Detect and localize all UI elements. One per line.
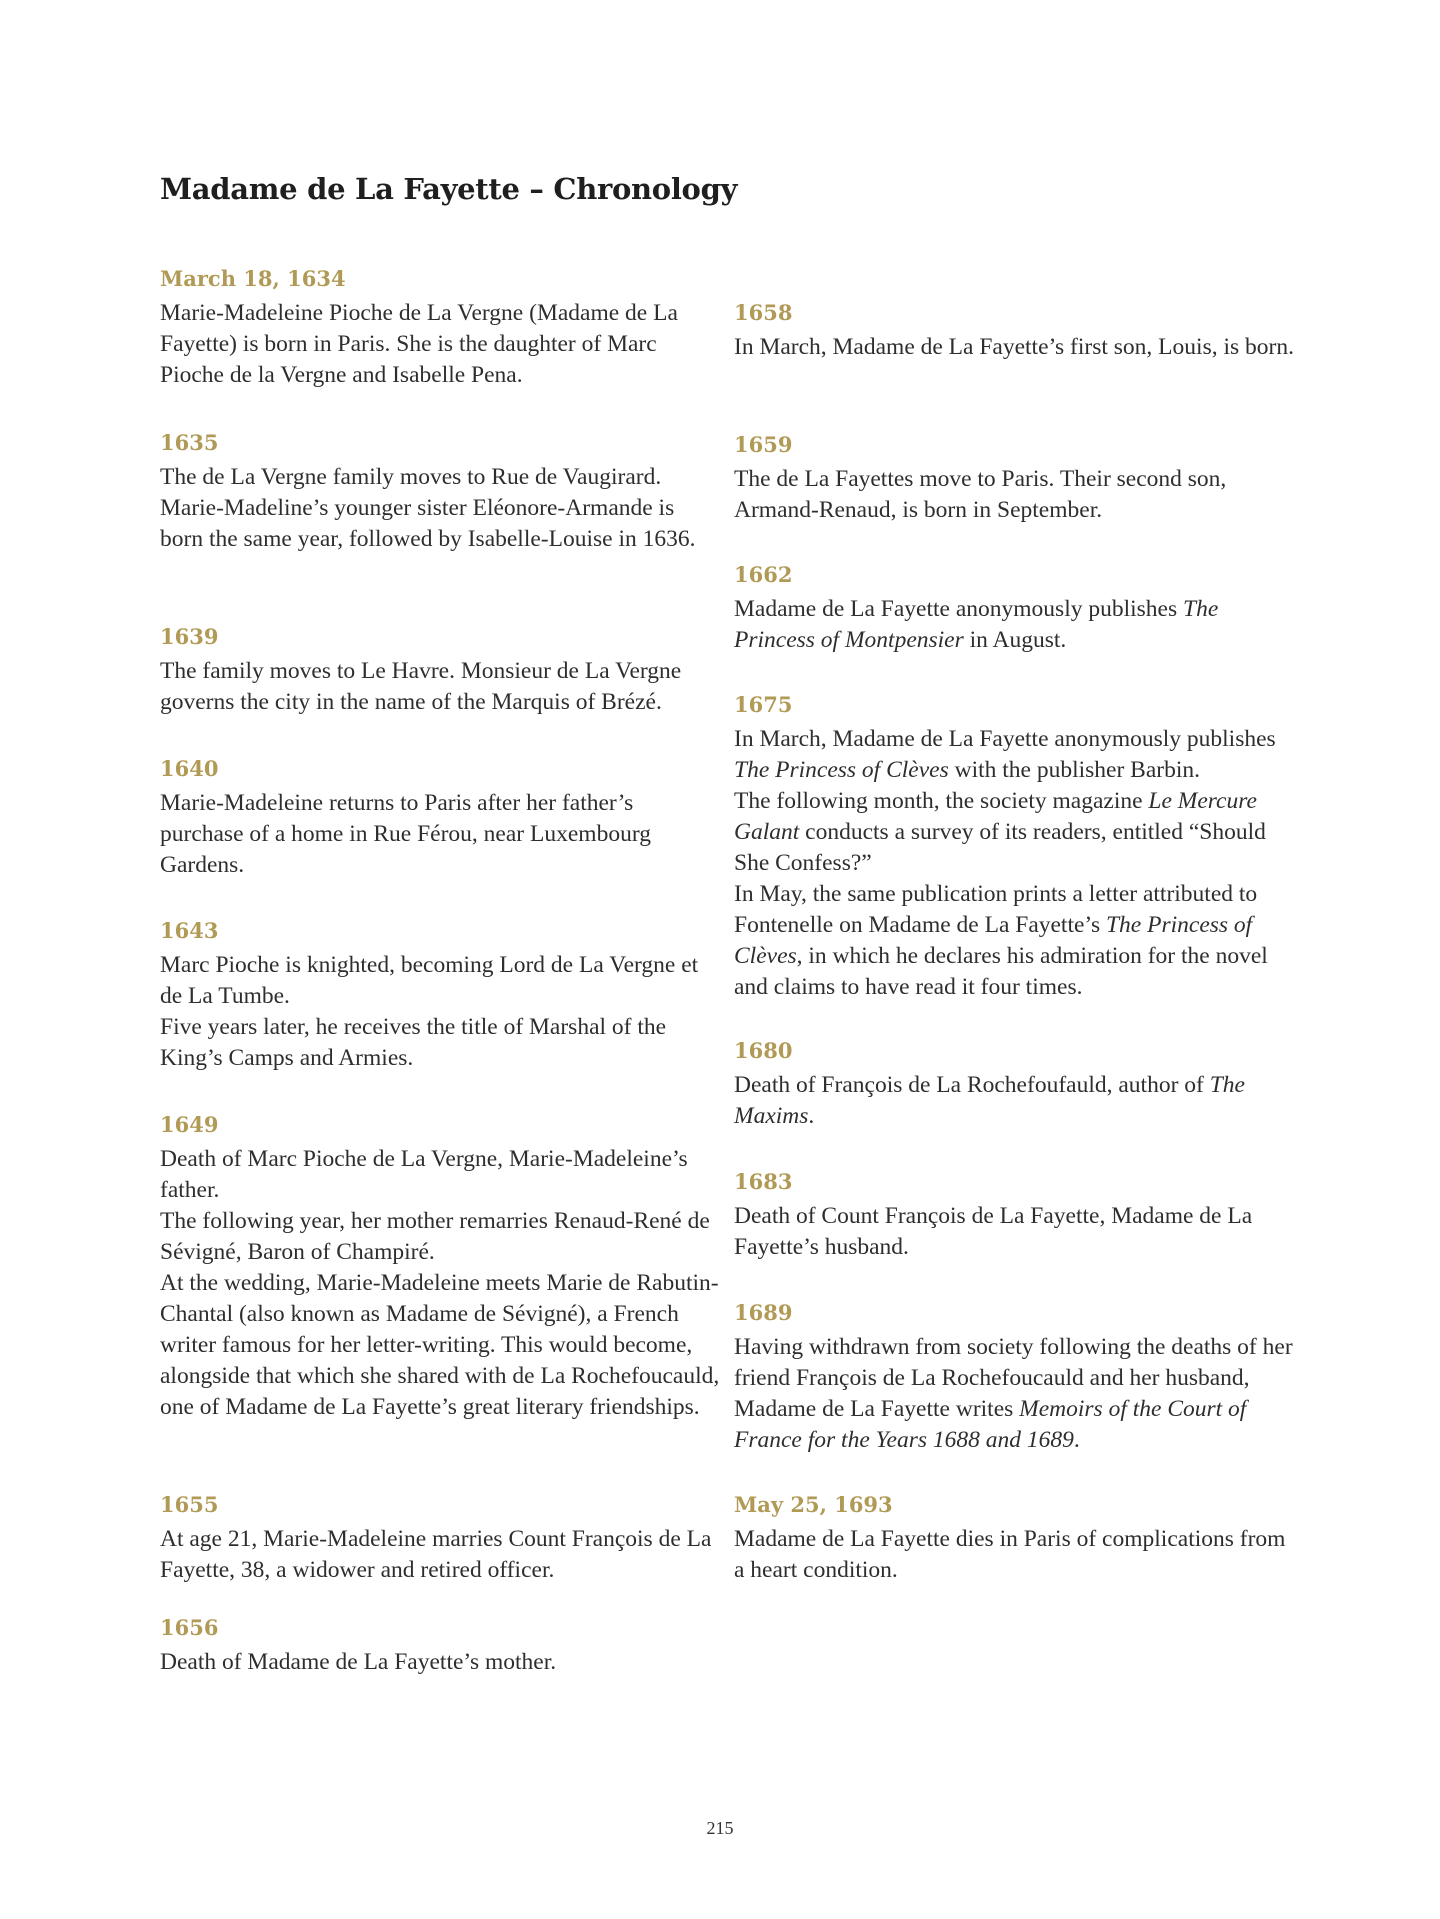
entry-paragraph: The following year, her mother remarries Renaud-René de Sévigné, Baron of Champiré. [160, 1208, 710, 1265]
entry-text [160, 788, 720, 881]
chronology-entry [160, 428, 720, 555]
entry-text [160, 298, 720, 391]
chronology-entry [734, 1298, 1294, 1456]
entry-text-run: The following month, the society magazine [734, 788, 1149, 814]
chronology-entry [160, 622, 720, 718]
entry-paragraph [734, 879, 1294, 1003]
entry-date: 1640 [160, 756, 219, 781]
book-title: The Maxims [734, 1072, 1245, 1129]
entry-date: 1635 [160, 430, 219, 455]
entry-paragraph: Marie-Madeleine returns to Paris after her father’s purchase of a home in Rue Férou, near Luxembourg Gardens. [160, 790, 651, 878]
entry-paragraph: In March, Madame de La Fayette’s first son, Louis, is born. [734, 334, 1294, 360]
chronology-entry [160, 1613, 720, 1678]
entry-date: 1680 [734, 1038, 793, 1063]
entry-paragraph [734, 594, 1294, 656]
entry-text [734, 1070, 1294, 1132]
entry-paragraph: Marie-Madeleine Pioche de La Vergne (Madame de La Fayette) is born in Paris. She is the daughter of Marc Pioche de la Vergne and Isabelle Pena. [160, 300, 678, 388]
entry-paragraph [734, 786, 1294, 879]
chronology-entry [734, 1167, 1294, 1263]
book-title: Memoirs of the Court of France for the Years 1688 and 1689 [734, 1396, 1247, 1453]
chronology-entry [734, 298, 1294, 363]
entry-text-run: conducts a survey of its readers, entitled “Should She Confess?” [734, 819, 1266, 876]
entry-date: 1689 [734, 1300, 793, 1325]
entry-date: 1675 [734, 692, 793, 717]
entry-paragraph: Marc Pioche is knighted, becoming Lord de La Vergne et de La Tumbe. [160, 952, 699, 1009]
entry-paragraph: The de La Fayettes move to Paris. Their second son, Armand-Renaud, is born in September. [734, 466, 1227, 523]
entry-text-run: Madame de La Fayette anonymously publishes [734, 596, 1184, 622]
chronology-entry [734, 690, 1294, 1003]
entry-paragraph [734, 1070, 1294, 1132]
entry-text [160, 1144, 720, 1423]
entry-date: 1658 [734, 300, 793, 325]
entry-paragraph: At age 21, Marie-Madeleine marries Count François de La Fayette, 38, a widower and retired officer. [160, 1526, 712, 1583]
page-number: 215 [706, 1818, 734, 1838]
entry-paragraph: The family moves to Le Havre. Monsieur de La Vergne governs the city in the name of the Marquis of Brézé. [160, 658, 682, 715]
chronology-entry [734, 560, 1294, 656]
entry-text-run: Having withdrawn from society following the deaths of her friend François de La Rochefoucauld and her husband, Madame de La Fayette writes [734, 1334, 1293, 1422]
entry-paragraph: At the wedding, Marie-Madeleine meets Marie de Rabutin-Chantal (also known as Madame de Sévigné), a French writer famous for her letter-writing. This would become, alongside that which she shared with de La Rochefoucauld, one of Madame de La Fayette’s great literary friendships. [160, 1270, 720, 1420]
entry-text [160, 656, 720, 718]
entry-date: 1662 [734, 562, 793, 587]
entry-paragraph [734, 1332, 1294, 1456]
entry-text-run: In May, the same publication prints a letter attributed to Fontenelle on Madame de La Fayette’s [734, 881, 1258, 938]
page-title: Madame de La Fayette – Chronology [160, 172, 738, 206]
chronology-entry [734, 1490, 1294, 1586]
entry-paragraph: Death of Count François de La Fayette, Madame de La Fayette’s husband. [734, 1203, 1253, 1260]
entry-paragraph: Five years later, he receives the title of Marshal of the King’s Camps and Armies. [160, 1014, 667, 1071]
entry-date: 1649 [160, 1112, 219, 1137]
chronology-entry [160, 1490, 720, 1586]
entry-date: May 25, 1693 [734, 1492, 893, 1517]
book-title: The Princess of Clèves [734, 912, 1253, 969]
entry-text-run: , in which he declares his admiration for the novel and claims to have read it four times. [734, 943, 1268, 1000]
entry-paragraph: Death of Madame de La Fayette’s mother. [160, 1649, 557, 1675]
chronology-entry [160, 916, 720, 1074]
entry-date: March 18, 1634 [160, 266, 346, 291]
entry-date: 1656 [160, 1615, 219, 1640]
chronology-entry [160, 1110, 720, 1423]
chronology-entry [734, 1036, 1294, 1132]
entry-paragraph: Madame de La Fayette dies in Paris of complications from a heart condition. [734, 1526, 1286, 1583]
entry-paragraph: Death of Marc Pioche de La Vergne, Marie-Madeleine’s father. [160, 1146, 688, 1203]
entry-date: 1659 [734, 432, 793, 457]
entry-date: 1683 [734, 1169, 793, 1194]
entry-date: 1643 [160, 918, 219, 943]
entry-text [734, 1332, 1294, 1456]
entry-text [734, 724, 1294, 1003]
entry-text-run: . [808, 1103, 815, 1129]
entry-text [734, 332, 1294, 363]
entry-text [734, 1201, 1294, 1263]
entry-date: 1655 [160, 1492, 219, 1517]
magazine-title: Le Mercure Galant [734, 788, 1257, 845]
chronology-entry [160, 754, 720, 881]
entry-text [734, 594, 1294, 656]
entry-paragraph [734, 724, 1294, 786]
entry-text [160, 950, 720, 1074]
entry-date: 1639 [160, 624, 219, 649]
entry-text-run: In March, Madame de La Fayette anonymously publishes [734, 726, 1276, 752]
chronology-entry [734, 430, 1294, 526]
entry-text-run: in August. [963, 627, 1067, 653]
entry-text-run: Death of François de La Rochefoufauld, author of [734, 1072, 1210, 1098]
entry-text-run: . [1073, 1427, 1080, 1453]
entry-text [160, 462, 720, 555]
entry-text [734, 464, 1294, 526]
entry-text [160, 1647, 720, 1678]
entry-text [160, 1524, 720, 1586]
entry-paragraph: The de La Vergne family moves to Rue de Vaugirard. Marie-Madeline’s younger sister Eléonore-Armande is born the same year, followed by Isabelle-Louise in 1636. [160, 464, 696, 552]
chronology-entry [160, 264, 720, 391]
entry-text [734, 1524, 1294, 1586]
book-title: The Princess of Clèves [734, 757, 949, 783]
entry-text-run: with the publisher Barbin. [948, 757, 1201, 783]
book-title: The Princess of Montpensier [734, 596, 1219, 653]
